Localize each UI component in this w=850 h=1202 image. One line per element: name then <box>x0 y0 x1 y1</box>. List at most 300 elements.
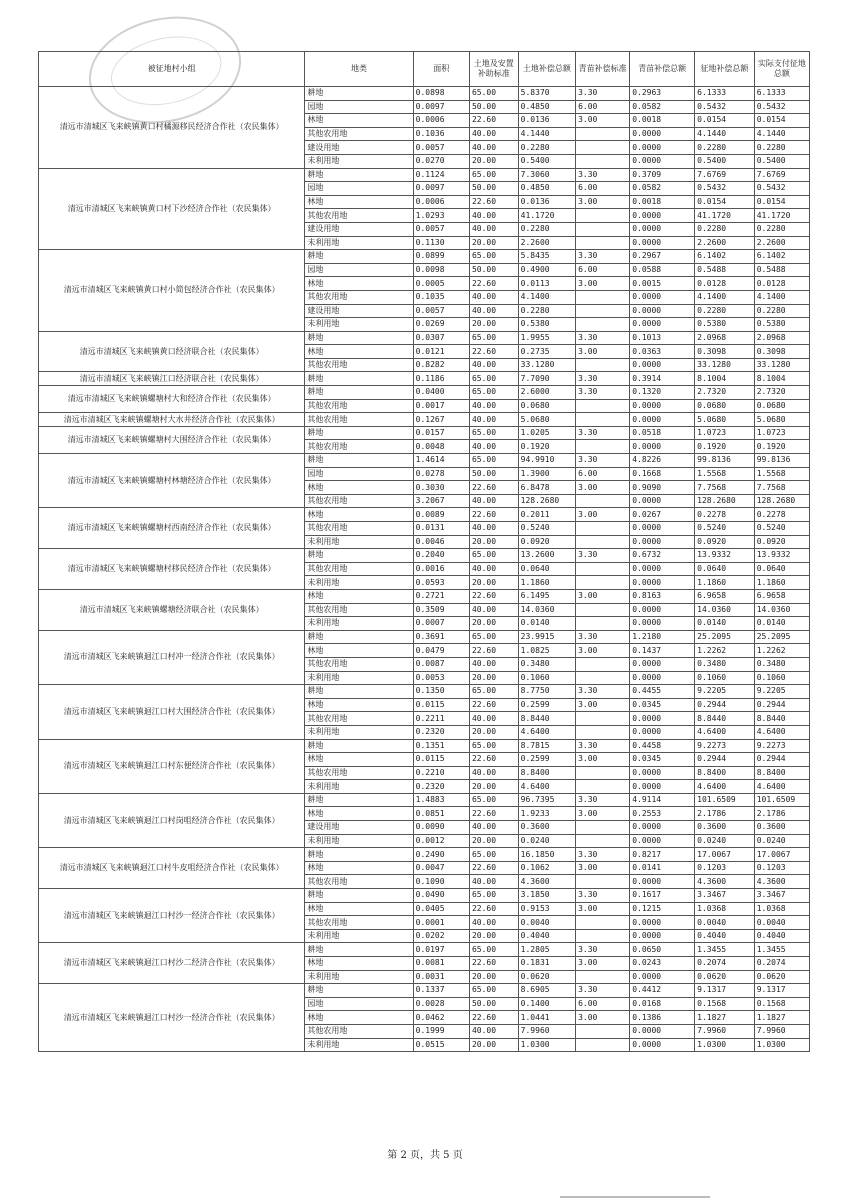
table-row <box>39 943 810 957</box>
value-cell: 40.00 <box>469 494 518 508</box>
value-cell: 0.2280 <box>518 304 575 318</box>
value-cell: 1.2262 <box>695 644 755 658</box>
value-cell: 0.0000 <box>630 821 695 835</box>
value-cell: 1.1860 <box>754 576 809 590</box>
value-cell: 0.0588 <box>630 263 695 277</box>
value-cell: 0.2280 <box>754 141 809 155</box>
value-cell: 0.4040 <box>695 929 755 943</box>
value-cell: 0.0920 <box>518 535 575 549</box>
value-cell: 0.5240 <box>518 522 575 536</box>
value-cell: 1.2262 <box>754 644 809 658</box>
value-cell: 0.1203 <box>754 861 809 875</box>
value-cell: 4.3600 <box>695 875 755 889</box>
land-type-cell: 耕地 <box>305 943 413 957</box>
value-cell: 0.1124 <box>413 168 469 182</box>
value-cell: 0.8163 <box>630 589 695 603</box>
value-cell: 1.3900 <box>518 467 575 481</box>
value-cell: 22.60 <box>469 861 518 875</box>
value-cell <box>576 657 630 671</box>
value-cell: 20.00 <box>469 318 518 332</box>
table-row <box>39 508 810 522</box>
value-cell: 0.0920 <box>754 535 809 549</box>
value-cell: 0.1062 <box>518 861 575 875</box>
value-cell: 0.0000 <box>630 671 695 685</box>
land-type-cell: 林地 <box>305 481 413 495</box>
land-type-cell: 其他农用地 <box>305 358 413 372</box>
table-row <box>39 87 810 101</box>
value-cell: 0.0240 <box>754 834 809 848</box>
value-cell: 1.1827 <box>695 1011 755 1025</box>
value-cell: 0.0046 <box>413 535 469 549</box>
value-cell: 6.1402 <box>754 250 809 264</box>
value-cell: 22.60 <box>469 753 518 767</box>
value-cell: 65.00 <box>469 372 518 386</box>
value-cell: 0.0097 <box>413 100 469 114</box>
value-cell: 0.1437 <box>630 644 695 658</box>
value-cell: 0.1337 <box>413 984 469 998</box>
table-row <box>39 331 810 345</box>
value-cell: 3.30 <box>576 685 630 699</box>
value-cell: 0.1060 <box>695 671 755 685</box>
value-cell: 0.0136 <box>518 195 575 209</box>
value-cell: 8.8440 <box>518 712 575 726</box>
value-cell: 7.9960 <box>754 1024 809 1038</box>
value-cell: 0.0136 <box>518 114 575 128</box>
village-group-name: 清远市清城区飞来峡镇螺塘村大围经济合作社（农民集体） <box>39 426 305 453</box>
value-cell: 0.0680 <box>754 399 809 413</box>
value-cell: 0.2074 <box>754 957 809 971</box>
header-cell: 青苗补偿总额 <box>630 52 695 87</box>
value-cell: 0.5400 <box>754 154 809 168</box>
value-cell: 65.00 <box>469 793 518 807</box>
value-cell: 5.0680 <box>754 413 809 427</box>
value-cell: 4.1400 <box>695 290 755 304</box>
value-cell: 0.0640 <box>518 562 575 576</box>
value-cell: 0.0240 <box>695 834 755 848</box>
value-cell <box>576 318 630 332</box>
value-cell: 0.2210 <box>413 766 469 780</box>
value-cell: 0.2074 <box>695 957 755 971</box>
value-cell: 25.2095 <box>754 630 809 644</box>
value-cell: 1.0300 <box>518 1038 575 1052</box>
value-cell: 40.00 <box>469 522 518 536</box>
value-cell <box>576 399 630 413</box>
value-cell: 4.8226 <box>630 454 695 468</box>
value-cell: 4.6400 <box>518 725 575 739</box>
value-cell: 3.00 <box>576 698 630 712</box>
value-cell: 20.00 <box>469 929 518 943</box>
value-cell: 1.5568 <box>695 467 755 481</box>
value-cell: 0.0000 <box>630 535 695 549</box>
value-cell: 0.0243 <box>630 957 695 971</box>
value-cell: 1.9955 <box>518 331 575 345</box>
value-cell: 13.9332 <box>695 549 755 563</box>
value-cell: 0.0000 <box>630 970 695 984</box>
value-cell: 0.0000 <box>630 209 695 223</box>
value-cell: 0.5240 <box>695 522 755 536</box>
value-cell: 2.1786 <box>695 807 755 821</box>
land-type-cell: 未利用地 <box>305 725 413 739</box>
value-cell: 0.0000 <box>630 236 695 250</box>
value-cell: 6.9658 <box>754 589 809 603</box>
land-type-cell: 林地 <box>305 114 413 128</box>
value-cell <box>576 1038 630 1052</box>
value-cell: 0.2280 <box>518 141 575 155</box>
value-cell: 0.2278 <box>695 508 755 522</box>
value-cell: 3.00 <box>576 807 630 821</box>
table-row <box>39 589 810 603</box>
value-cell: 0.0270 <box>413 154 469 168</box>
value-cell: 0.0115 <box>413 698 469 712</box>
value-cell: 0.0515 <box>413 1038 469 1052</box>
value-cell: 0.0157 <box>413 426 469 440</box>
table-row <box>39 372 810 386</box>
land-type-cell: 林地 <box>305 753 413 767</box>
land-type-cell: 建设用地 <box>305 821 413 835</box>
value-cell: 0.0582 <box>630 100 695 114</box>
value-cell <box>576 358 630 372</box>
land-type-cell: 其他农用地 <box>305 127 413 141</box>
value-cell: 0.0000 <box>630 222 695 236</box>
value-cell: 0.0140 <box>695 617 755 631</box>
value-cell: 0.1351 <box>413 739 469 753</box>
value-cell: 3.30 <box>576 739 630 753</box>
value-cell: 0.0851 <box>413 807 469 821</box>
value-cell: 0.1668 <box>630 467 695 481</box>
value-cell: 0.0000 <box>630 780 695 794</box>
land-type-cell: 耕地 <box>305 168 413 182</box>
value-cell: 3.30 <box>576 630 630 644</box>
value-cell: 0.2944 <box>754 753 809 767</box>
value-cell: 0.2553 <box>630 807 695 821</box>
value-cell: 0.0018 <box>630 195 695 209</box>
value-cell: 0.1999 <box>413 1024 469 1038</box>
value-cell: 3.30 <box>576 454 630 468</box>
value-cell: 0.5488 <box>695 263 755 277</box>
value-cell: 0.0090 <box>413 821 469 835</box>
value-cell: 6.1333 <box>695 87 755 101</box>
value-cell: 1.0293 <box>413 209 469 223</box>
value-cell: 65.00 <box>469 739 518 753</box>
value-cell: 0.2320 <box>413 780 469 794</box>
value-cell: 5.8370 <box>518 87 575 101</box>
value-cell: 0.0000 <box>630 304 695 318</box>
value-cell: 0.0016 <box>413 562 469 576</box>
value-cell: 96.7395 <box>518 793 575 807</box>
header-cell: 土地补偿总额 <box>518 52 575 87</box>
value-cell: 0.3509 <box>413 603 469 617</box>
value-cell: 0.2040 <box>413 549 469 563</box>
village-group-name: 清远市清城区飞来峡镇迴江口村沙一经济合作社（农民集体） <box>39 984 305 1052</box>
table-row <box>39 739 810 753</box>
table-row <box>39 793 810 807</box>
value-cell: 65.00 <box>469 984 518 998</box>
value-cell: 17.0067 <box>695 848 755 862</box>
value-cell: 8.8440 <box>754 712 809 726</box>
table-row <box>39 630 810 644</box>
table-row <box>39 685 810 699</box>
value-cell: 22.60 <box>469 644 518 658</box>
value-cell: 22.60 <box>469 277 518 291</box>
value-cell: 41.1720 <box>518 209 575 223</box>
village-group-name: 清远市清城区飞来峡镇螺塘村西南经济合作社（农民集体） <box>39 508 305 549</box>
value-cell: 0.0006 <box>413 195 469 209</box>
value-cell: 0.0479 <box>413 644 469 658</box>
village-group-name: 清远市清城区飞来峡镇黄口村下沙经济合作社（农民集体） <box>39 168 305 250</box>
value-cell: 4.6400 <box>754 780 809 794</box>
land-type-cell: 耕地 <box>305 331 413 345</box>
value-cell: 40.00 <box>469 603 518 617</box>
value-cell <box>576 562 630 576</box>
value-cell: 8.8400 <box>695 766 755 780</box>
value-cell: 0.0018 <box>630 114 695 128</box>
value-cell: 0.0081 <box>413 957 469 971</box>
value-cell: 0.3098 <box>754 345 809 359</box>
value-cell: 2.2600 <box>518 236 575 250</box>
value-cell: 41.1720 <box>754 209 809 223</box>
value-cell: 3.00 <box>576 508 630 522</box>
value-cell: 0.4850 <box>518 182 575 196</box>
value-cell: 20.00 <box>469 725 518 739</box>
value-cell: 0.0007 <box>413 617 469 631</box>
value-cell: 0.2211 <box>413 712 469 726</box>
value-cell <box>576 916 630 930</box>
value-cell: 0.0202 <box>413 929 469 943</box>
value-cell: 0.0057 <box>413 141 469 155</box>
table-row <box>39 413 810 427</box>
value-cell: 3.3467 <box>695 889 755 903</box>
value-cell: 0.0899 <box>413 250 469 264</box>
value-cell: 3.30 <box>576 889 630 903</box>
value-cell: 1.0723 <box>695 426 755 440</box>
value-cell: 0.5488 <box>754 263 809 277</box>
value-cell: 0.5380 <box>518 318 575 332</box>
value-cell: 40.00 <box>469 712 518 726</box>
value-cell: 3.30 <box>576 87 630 101</box>
value-cell: 0.2735 <box>518 345 575 359</box>
village-group-name: 清远市清城区飞来峡镇螺塘村大和经济合作社（农民集体） <box>39 386 305 413</box>
header-cell: 征地补偿总额 <box>695 52 755 87</box>
land-type-cell: 其他农用地 <box>305 494 413 508</box>
land-type-cell: 耕地 <box>305 386 413 400</box>
value-cell: 3.00 <box>576 345 630 359</box>
value-cell: 2.0968 <box>754 331 809 345</box>
value-cell <box>576 970 630 984</box>
value-cell: 4.9114 <box>630 793 695 807</box>
value-cell: 0.0240 <box>518 834 575 848</box>
land-type-cell: 未利用地 <box>305 535 413 549</box>
land-type-cell: 耕地 <box>305 87 413 101</box>
value-cell: 0.2011 <box>518 508 575 522</box>
value-cell: 0.0490 <box>413 889 469 903</box>
value-cell: 3.00 <box>576 902 630 916</box>
value-cell: 40.00 <box>469 209 518 223</box>
land-type-cell: 其他农用地 <box>305 1024 413 1038</box>
value-cell: 40.00 <box>469 141 518 155</box>
land-type-cell: 未利用地 <box>305 154 413 168</box>
value-cell: 6.1495 <box>518 589 575 603</box>
value-cell <box>576 522 630 536</box>
value-cell: 50.00 <box>469 997 518 1011</box>
value-cell: 9.1317 <box>754 984 809 998</box>
value-cell: 0.0131 <box>413 522 469 536</box>
value-cell: 0.3914 <box>630 372 695 386</box>
value-cell: 1.1860 <box>518 576 575 590</box>
value-cell: 7.6769 <box>754 168 809 182</box>
value-cell: 0.0053 <box>413 671 469 685</box>
table-header-row <box>39 52 810 87</box>
land-type-cell: 林地 <box>305 957 413 971</box>
table-row <box>39 454 810 468</box>
value-cell: 0.0000 <box>630 127 695 141</box>
value-cell: 0.0680 <box>518 399 575 413</box>
land-type-cell: 耕地 <box>305 739 413 753</box>
value-cell: 0.0000 <box>630 318 695 332</box>
value-cell: 0.0017 <box>413 399 469 413</box>
land-type-cell: 未利用地 <box>305 236 413 250</box>
value-cell: 14.0360 <box>754 603 809 617</box>
value-cell: 0.0154 <box>695 114 755 128</box>
value-cell: 0.0000 <box>630 141 695 155</box>
land-type-cell: 园地 <box>305 997 413 1011</box>
value-cell: 0.0000 <box>630 440 695 454</box>
value-cell: 50.00 <box>469 263 518 277</box>
value-cell: 0.0140 <box>518 617 575 631</box>
value-cell: 65.00 <box>469 168 518 182</box>
value-cell: 0.0005 <box>413 277 469 291</box>
value-cell: 0.0620 <box>695 970 755 984</box>
land-type-cell: 园地 <box>305 467 413 481</box>
village-group-name: 清远市清城区飞来峡镇螺塘村移民经济合作社（农民集体） <box>39 549 305 590</box>
value-cell: 0.0400 <box>413 386 469 400</box>
value-cell: 40.00 <box>469 413 518 427</box>
value-cell: 65.00 <box>469 549 518 563</box>
value-cell: 40.00 <box>469 290 518 304</box>
value-cell: 0.0040 <box>754 916 809 930</box>
value-cell: 1.3455 <box>695 943 755 957</box>
value-cell: 0.0121 <box>413 345 469 359</box>
value-cell: 0.2280 <box>695 222 755 236</box>
value-cell: 0.3600 <box>518 821 575 835</box>
value-cell: 22.60 <box>469 698 518 712</box>
value-cell: 94.9910 <box>518 454 575 468</box>
land-type-cell: 未利用地 <box>305 318 413 332</box>
value-cell: 25.2095 <box>695 630 755 644</box>
value-cell: 0.3098 <box>695 345 755 359</box>
value-cell: 0.0197 <box>413 943 469 957</box>
value-cell: 4.3600 <box>754 875 809 889</box>
value-cell: 3.00 <box>576 195 630 209</box>
value-cell: 0.0363 <box>630 345 695 359</box>
value-cell: 0.0012 <box>413 834 469 848</box>
value-cell: 3.30 <box>576 793 630 807</box>
value-cell: 0.5432 <box>695 182 755 196</box>
value-cell: 0.0000 <box>630 399 695 413</box>
value-cell: 65.00 <box>469 943 518 957</box>
value-cell: 0.2967 <box>630 250 695 264</box>
value-cell: 16.1850 <box>518 848 575 862</box>
table-row <box>39 549 810 563</box>
village-group-name: 清远市清城区飞来峡镇迴江口村东便经济合作社（农民集体） <box>39 739 305 793</box>
value-cell: 0.1400 <box>518 997 575 1011</box>
value-cell <box>576 236 630 250</box>
value-cell: 0.0000 <box>630 494 695 508</box>
value-cell: 0.0000 <box>630 1024 695 1038</box>
value-cell: 0.0057 <box>413 304 469 318</box>
value-cell: 0.0000 <box>630 603 695 617</box>
value-cell: 65.00 <box>469 331 518 345</box>
table-row <box>39 848 810 862</box>
value-cell: 0.0001 <box>413 916 469 930</box>
value-cell: 6.1402 <box>695 250 755 264</box>
value-cell: 0.1920 <box>695 440 755 454</box>
value-cell: 0.1831 <box>518 957 575 971</box>
value-cell: 0.1060 <box>754 671 809 685</box>
value-cell: 1.0368 <box>754 902 809 916</box>
land-type-cell: 耕地 <box>305 793 413 807</box>
value-cell: 0.3600 <box>695 821 755 835</box>
value-cell: 0.0898 <box>413 87 469 101</box>
land-type-cell: 其他农用地 <box>305 603 413 617</box>
value-cell: 5.0680 <box>695 413 755 427</box>
value-cell: 0.1568 <box>754 997 809 1011</box>
value-cell: 0.1013 <box>630 331 695 345</box>
table-body <box>39 87 810 1052</box>
value-cell: 14.0360 <box>695 603 755 617</box>
value-cell <box>576 875 630 889</box>
value-cell: 7.9960 <box>695 1024 755 1038</box>
value-cell: 4.6400 <box>754 725 809 739</box>
value-cell: 3.1850 <box>518 889 575 903</box>
header-cell: 青苗补偿标准 <box>576 52 630 87</box>
value-cell: 0.1920 <box>754 440 809 454</box>
land-type-cell: 其他农用地 <box>305 657 413 671</box>
header-cell: 土地及安置补助标准 <box>469 52 518 87</box>
value-cell: 0.0040 <box>518 916 575 930</box>
value-cell: 9.2205 <box>695 685 755 699</box>
value-cell: 1.4614 <box>413 454 469 468</box>
value-cell: 0.0087 <box>413 657 469 671</box>
value-cell <box>576 413 630 427</box>
value-cell: 65.00 <box>469 386 518 400</box>
land-type-cell: 未利用地 <box>305 970 413 984</box>
value-cell: 4.1440 <box>518 127 575 141</box>
value-cell: 0.0518 <box>630 426 695 440</box>
value-cell: 33.1280 <box>695 358 755 372</box>
value-cell: 0.0650 <box>630 943 695 957</box>
value-cell: 0.2280 <box>754 304 809 318</box>
value-cell: 0.2280 <box>518 222 575 236</box>
value-cell: 4.1400 <box>754 290 809 304</box>
value-cell: 0.0097 <box>413 182 469 196</box>
value-cell: 3.30 <box>576 984 630 998</box>
land-type-cell: 其他农用地 <box>305 562 413 576</box>
value-cell: 5.0680 <box>518 413 575 427</box>
value-cell: 1.0723 <box>754 426 809 440</box>
land-type-cell: 林地 <box>305 644 413 658</box>
value-cell: 3.30 <box>576 848 630 862</box>
village-group-name: 清远市清城区飞来峡镇迴江口村牛皮咀经济合作社（农民集体） <box>39 848 305 889</box>
value-cell: 0.1320 <box>630 386 695 400</box>
value-cell: 8.7750 <box>518 685 575 699</box>
value-cell: 41.1720 <box>695 209 755 223</box>
value-cell: 20.00 <box>469 535 518 549</box>
value-cell: 1.2180 <box>630 630 695 644</box>
value-cell: 0.0140 <box>754 617 809 631</box>
village-group-name: 清远市清城区飞来峡镇迴江口村沙二经济合作社（农民集体） <box>39 943 305 984</box>
land-type-cell: 耕地 <box>305 372 413 386</box>
value-cell: 3.30 <box>576 386 630 400</box>
